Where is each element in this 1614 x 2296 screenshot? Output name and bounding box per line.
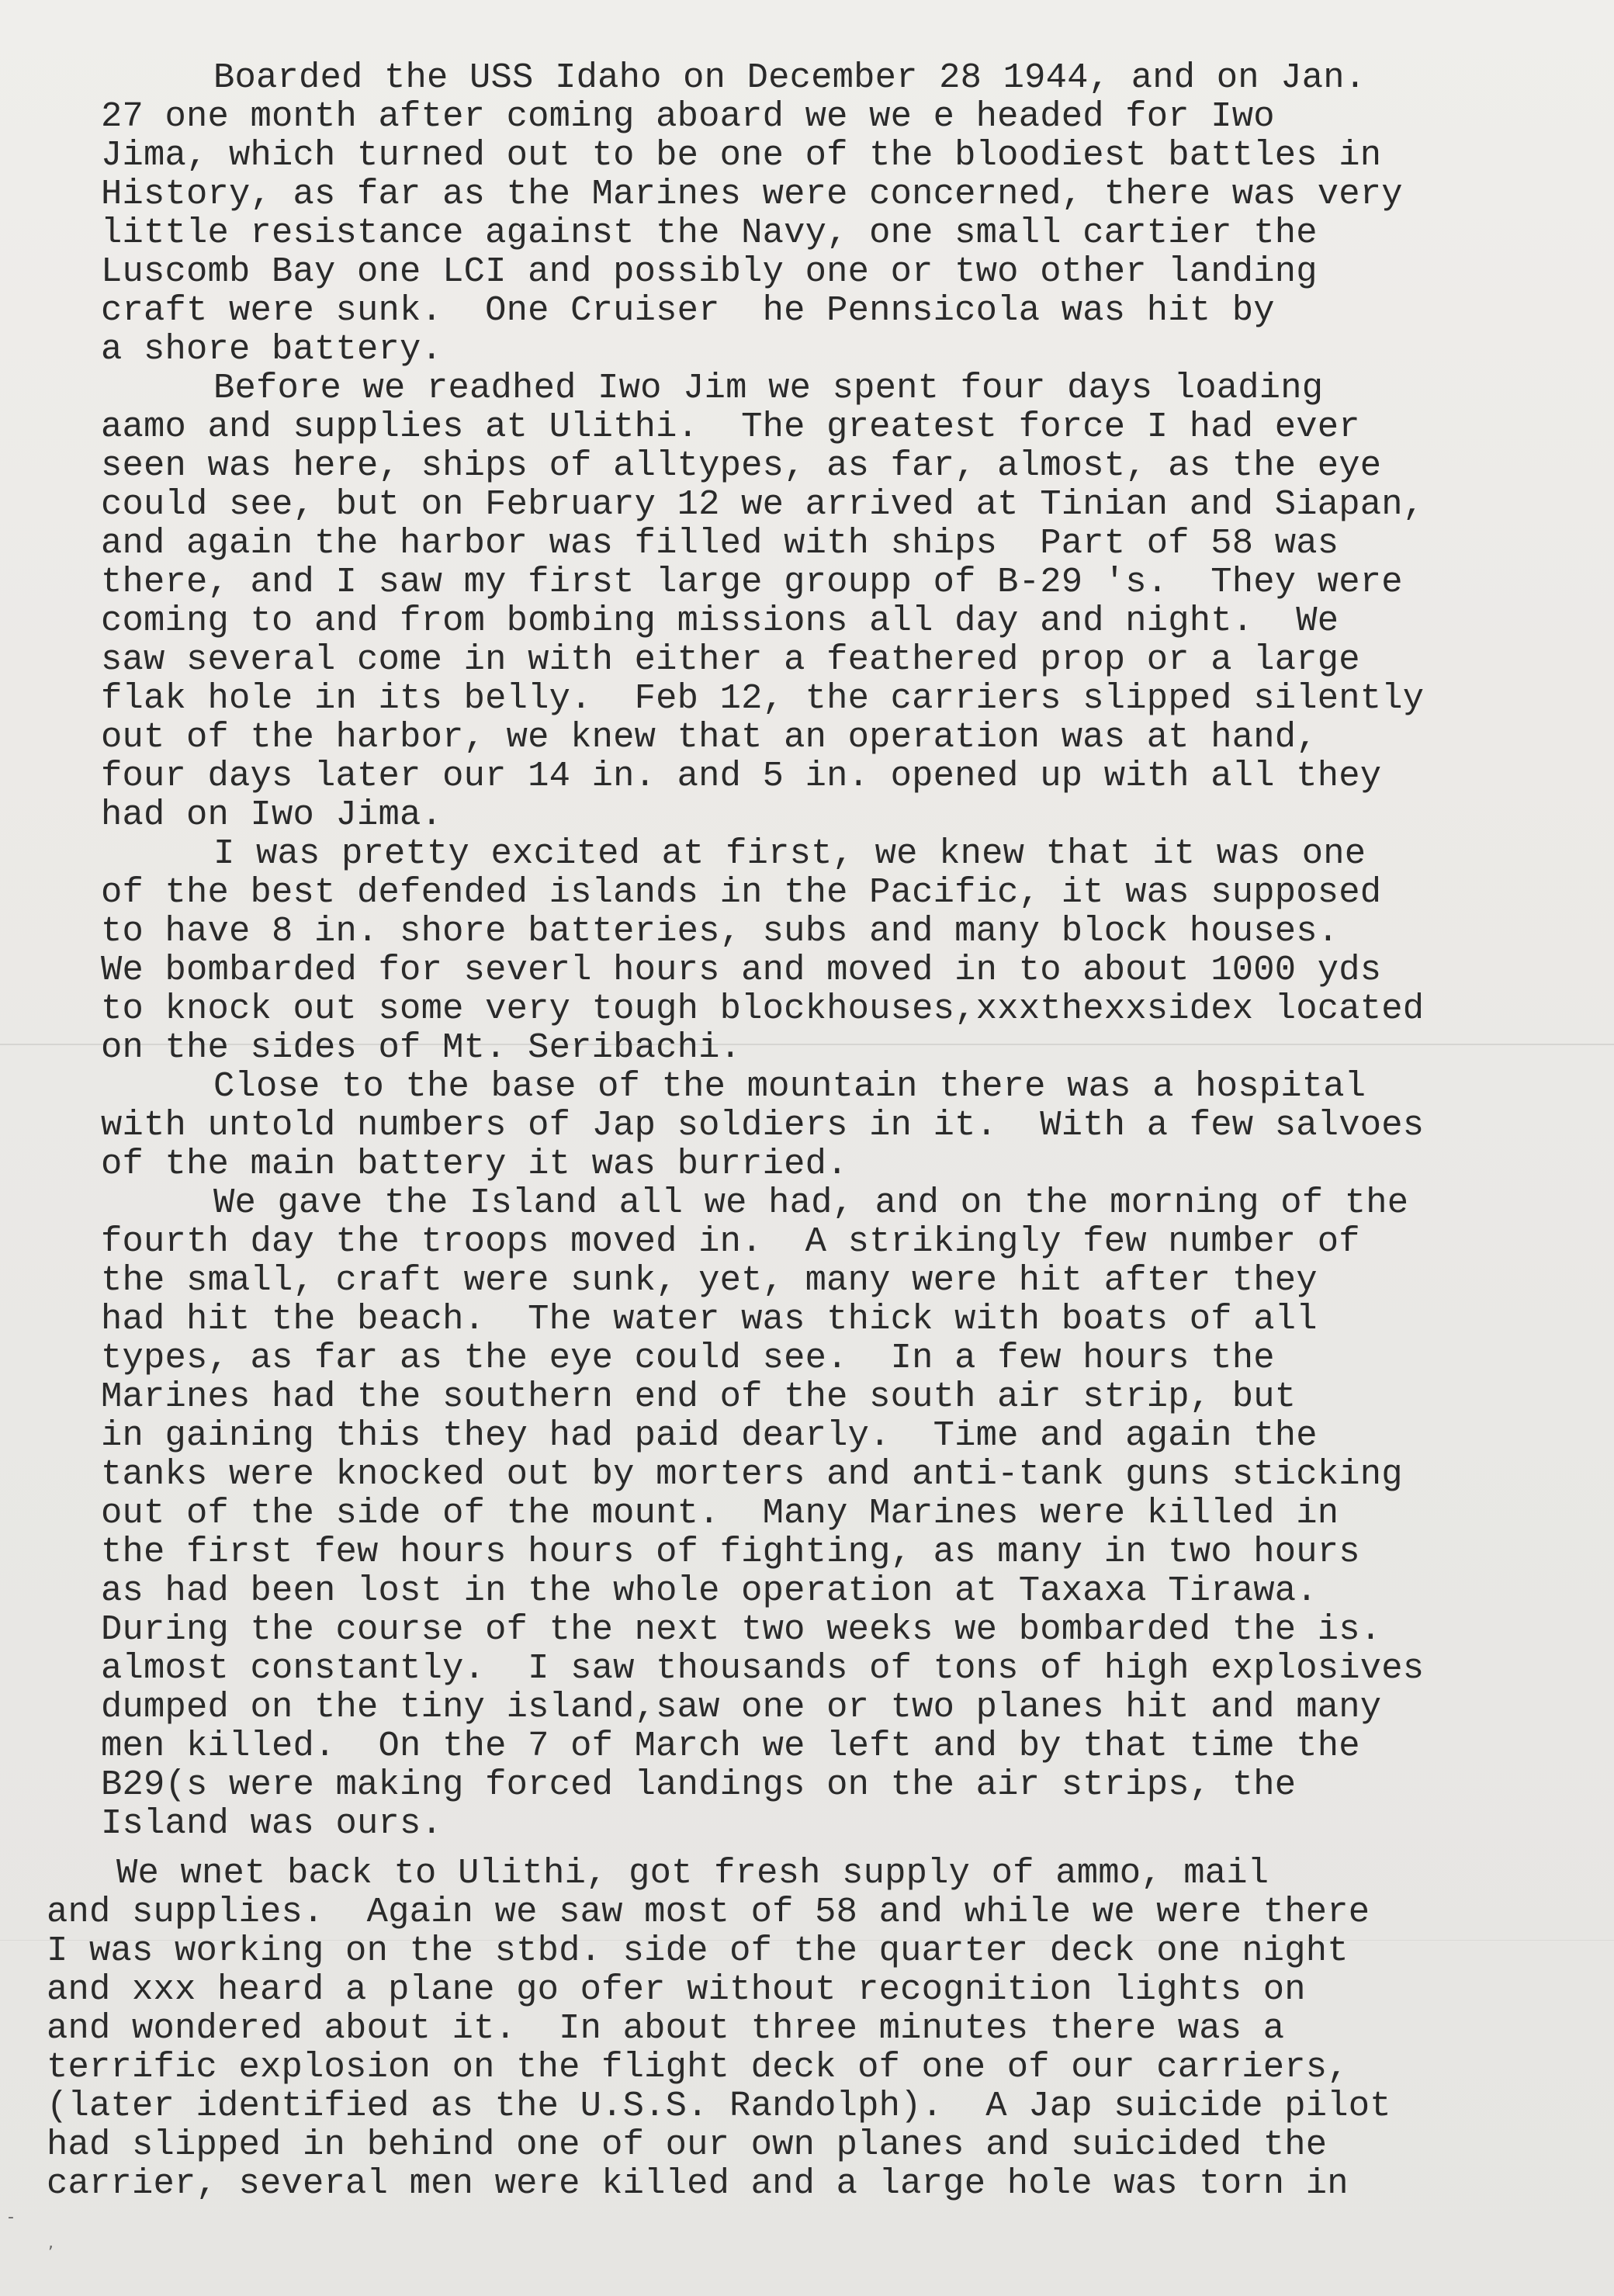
text-line: We gave the Island all we had, and on the morning of the bbox=[213, 1183, 1409, 1223]
text-line: there, and I saw my first large groupp of B-29 's. They were bbox=[101, 562, 1403, 602]
text-line: as had been lost in the whole operation at Taxaxa Tirawa. bbox=[101, 1570, 1318, 1611]
text-line: of the best defended islands in the Pacific, it was supposed bbox=[101, 872, 1382, 913]
text-line: men killed. On the 7 of March we left and by that time the bbox=[101, 1726, 1360, 1766]
text-line: on the sides of Mt. Seribachi. bbox=[101, 1027, 742, 1068]
text-line: I was working on the stbd. side of the quarter deck one night bbox=[47, 1931, 1349, 1971]
text-line: Boarded the USS Idaho on December 28 1944, and on Jan. bbox=[213, 57, 1366, 98]
text-line: During the course of the next two weeks we bombarded the is. bbox=[101, 1609, 1382, 1650]
text-line: terrific explosion on the flight deck of one of our carriers, bbox=[47, 2047, 1349, 2087]
text-line: out of the harbor, we knew that an operation was at hand, bbox=[101, 717, 1318, 757]
text-line: (later identified as the U.S.S. Randolph). A Jap suicide pilot bbox=[47, 2086, 1391, 2126]
text-line: could see, but on February 12 we arrived at Tinian and Siapan, bbox=[101, 484, 1425, 525]
text-line: types, as far as the eye could see. In a few hours the bbox=[101, 1338, 1275, 1378]
text-line: and again the harbor was filled with ships Part of 58 was bbox=[101, 523, 1339, 563]
text-line: Close to the base of the mountain there was a hospital bbox=[213, 1066, 1366, 1106]
text-line: Island was ours. bbox=[101, 1803, 443, 1844]
text-line: seen was here, ships of alltypes, as far, almost, as the eye bbox=[101, 445, 1382, 486]
text-line: saw several come in with either a feathered prop or a large bbox=[101, 639, 1360, 680]
text-line: Luscomb Bay one LCI and possibly one or two other landing bbox=[101, 251, 1318, 292]
text-line: a shore battery. bbox=[101, 329, 443, 369]
text-line: coming to and from bombing missions all day and night. We bbox=[101, 601, 1339, 641]
text-line: Marines had the southern end of the south air strip, but bbox=[101, 1377, 1297, 1417]
text-line: four days later our 14 in. and 5 in. opened up with all they bbox=[101, 756, 1382, 796]
text-line: had hit the beach. The water was thick with boats of all bbox=[101, 1299, 1318, 1339]
text-line: carrier, several men were killed and a large hole was torn in bbox=[47, 2163, 1349, 2204]
text-line: We wnet back to Ulithi, got fresh supply of ammo, mail bbox=[116, 1853, 1269, 1893]
text-line: had on Iwo Jima. bbox=[101, 795, 443, 835]
text-line: I was pretty excited at first, we knew that it was one bbox=[213, 833, 1366, 874]
text-line: aamo and supplies at Ulithi. The greatest force I had ever bbox=[101, 407, 1360, 447]
paper-mark: - bbox=[8, 2208, 14, 2227]
text-line: in gaining this they had paid dearly. Time and again the bbox=[101, 1415, 1318, 1456]
text-line: to have 8 in. shore batteries, subs and many block houses. bbox=[101, 911, 1339, 951]
text-line: and wondered about it. In about three minutes there was a bbox=[47, 2008, 1285, 2048]
text-line: with untold numbers of Jap soldiers in it. With a few salvoes bbox=[101, 1105, 1425, 1145]
text-line: Jima, which turned out to be one of the bloodiest battles in bbox=[101, 135, 1382, 175]
text-line: 27 one month after coming aboard we we e headed for Iwo bbox=[101, 96, 1275, 137]
text-line: tanks were knocked out by morters and anti-tank guns sticking bbox=[101, 1454, 1403, 1494]
text-line: fourth day the troops moved in. A strikingly few number of bbox=[101, 1221, 1360, 1262]
text-line: of the main battery it was burried. bbox=[101, 1144, 848, 1184]
text-line: We bombarded for severl hours and moved in to about 1000 yds bbox=[101, 950, 1382, 990]
text-line: little resistance against the Navy, one small cartier the bbox=[101, 213, 1318, 253]
text-line: flak hole in its belly. Feb 12, the carriers slipped silently bbox=[101, 678, 1425, 719]
text-line: Before we readhed Iwo Jim we spent four days loading bbox=[213, 368, 1324, 408]
text-line: and supplies. Again we saw most of 58 and while we were there bbox=[47, 1892, 1370, 1932]
text-line: History, as far as the Marines were concerned, there was very bbox=[101, 174, 1403, 214]
letter-body bbox=[47, 57, 1560, 2204]
text-line: almost constantly. I saw thousands of tons of high explosives bbox=[101, 1648, 1425, 1688]
text-line: dumped on the tiny island,saw one or two planes hit and many bbox=[101, 1687, 1382, 1727]
text-line: had slipped in behind one of our own planes and suicided the bbox=[47, 2125, 1328, 2165]
text-line: and xxx heard a plane go ofer without recognition lights on bbox=[47, 1969, 1306, 2010]
text-line: craft were sunk. One Cruiser he Pennsicola was hit by bbox=[101, 290, 1275, 331]
paper-mark: , bbox=[48, 2233, 54, 2253]
paragraph-gap bbox=[101, 1843, 1560, 1854]
text-line: to knock out some very tough blockhouses,xxxthexxsidex located bbox=[101, 989, 1425, 1029]
text-line: out of the side of the mount. Many Marines were killed in bbox=[101, 1493, 1339, 1533]
text-line: B29(s were making forced landings on the air strips, the bbox=[101, 1764, 1297, 1805]
text-line: the first few hours hours of fighting, as many in two hours bbox=[101, 1532, 1360, 1572]
text-line: the small, craft were sunk, yet, many were hit after they bbox=[101, 1260, 1318, 1300]
